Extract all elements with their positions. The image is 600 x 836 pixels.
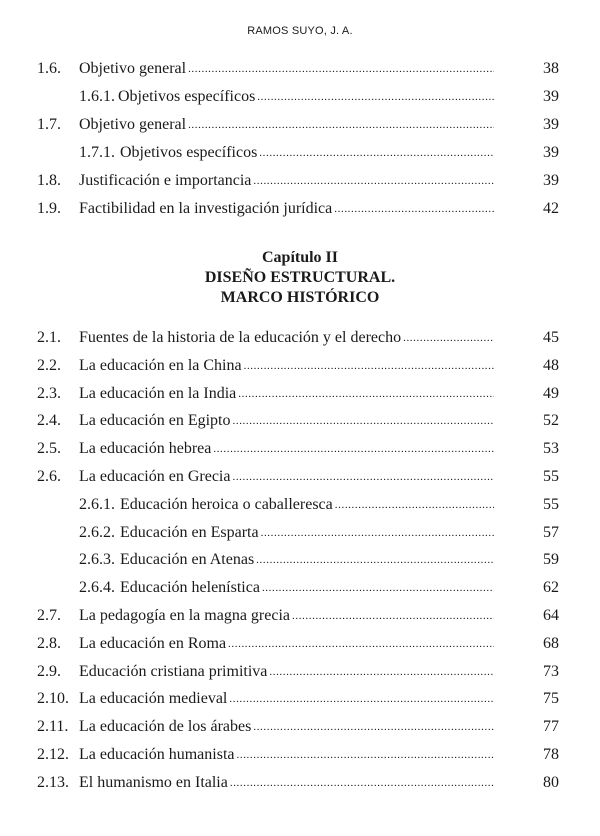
chapter-title-line-1: DISEÑO ESTRUCTURAL. xyxy=(204,269,396,286)
toc-entry[interactable] xyxy=(37,494,559,516)
entry-title: Fuentes de la historia de la educación y el derecho xyxy=(79,329,402,346)
entry-number: 2.6. xyxy=(37,468,61,485)
entry-title-leader xyxy=(79,198,494,220)
dot-leader xyxy=(230,772,494,794)
entry-title: La pedagogía en la magna grecia xyxy=(79,607,290,624)
entry-page-number: 73 xyxy=(543,662,559,680)
dot-leader xyxy=(233,410,495,432)
toc-entry[interactable] xyxy=(37,577,559,599)
toc-entry[interactable] xyxy=(37,466,559,488)
toc-entry[interactable] xyxy=(37,522,559,544)
entry-title-leader xyxy=(79,772,494,794)
entry-title-leader xyxy=(79,410,494,432)
toc-entry[interactable] xyxy=(37,438,559,460)
entry-page-number: 45 xyxy=(543,329,559,346)
entry-page-number: 39 xyxy=(543,88,559,105)
entry-title-leader xyxy=(120,522,494,544)
entry-title-leader xyxy=(79,170,494,192)
dot-leader xyxy=(256,549,494,571)
entry-title: La educación humanista xyxy=(79,746,235,763)
entry-page-number: 78 xyxy=(543,746,559,763)
entry-page-number: 77 xyxy=(543,718,559,736)
entry-title: La educación en Egipto xyxy=(79,412,231,430)
entry-number: 2.11. xyxy=(37,718,69,736)
entry-title-leader xyxy=(79,438,494,460)
entry-page-number: 80 xyxy=(543,773,559,791)
entry-title-leader xyxy=(79,716,494,738)
entry-number: 2.6.3. xyxy=(79,551,115,569)
dot-leader xyxy=(237,744,495,766)
entry-number: 1.7. xyxy=(37,116,61,133)
entry-title: Justificación e importancia xyxy=(79,172,252,189)
entry-title-leader xyxy=(120,494,494,516)
dot-leader xyxy=(228,633,494,655)
entry-title: Educación cristiana primitiva xyxy=(79,662,268,680)
entry-title-leader xyxy=(79,114,494,136)
chapter-title-line-2: MARCO HISTÓRICO xyxy=(220,289,380,306)
toc-entry[interactable] xyxy=(37,605,559,627)
entry-number: 2.6.1. xyxy=(79,495,115,513)
entry-title: El humanismo en Italia xyxy=(79,773,228,791)
entry-title: Objetivos específicos xyxy=(118,88,256,105)
entry-page-number: 55 xyxy=(543,495,559,513)
entry-title-leader xyxy=(118,86,494,108)
entry-title-leader xyxy=(120,549,494,571)
toc-entry[interactable] xyxy=(37,716,559,738)
entry-page-number: 75 xyxy=(543,690,559,708)
dot-leader xyxy=(403,327,494,349)
entry-page-number: 52 xyxy=(543,412,559,430)
toc-entry[interactable] xyxy=(37,86,559,108)
chapter-label: Capítulo II xyxy=(261,249,339,266)
entry-page-number: 64 xyxy=(543,607,559,624)
entry-number: 1.6.1. xyxy=(79,88,115,105)
toc-entry[interactable] xyxy=(37,633,559,655)
entry-title-leader xyxy=(79,383,494,405)
entry-number: 2.8. xyxy=(37,634,61,652)
entry-title-leader xyxy=(79,605,494,627)
entry-page-number: 68 xyxy=(543,634,559,652)
dot-leader xyxy=(213,438,494,460)
entry-page-number: 48 xyxy=(543,356,559,374)
entry-title-leader xyxy=(79,58,494,80)
entry-number: 2.2. xyxy=(37,356,61,374)
toc-entry[interactable] xyxy=(37,114,559,136)
entry-number: 2.13. xyxy=(37,773,69,791)
entry-title: La educación en Roma xyxy=(79,634,227,652)
entry-title-leader xyxy=(79,466,494,488)
entry-title: Educación helenística xyxy=(120,579,260,597)
entry-title-leader xyxy=(120,142,494,164)
entry-title-leader xyxy=(79,355,494,377)
entry-title-leader xyxy=(79,744,494,766)
dot-leader xyxy=(188,58,494,80)
entry-title: Educación heroica o caballeresca xyxy=(120,495,333,513)
dot-leader xyxy=(188,114,494,136)
entry-title: Educación en Esparta xyxy=(120,523,259,541)
dot-leader xyxy=(232,466,494,488)
entry-page-number: 57 xyxy=(543,523,559,541)
entry-title: Educación en Atenas xyxy=(120,551,255,569)
entry-title: La educación en la India xyxy=(79,384,237,402)
toc-entry[interactable] xyxy=(37,355,559,377)
entry-title-leader xyxy=(79,661,494,683)
entry-page-number: 39 xyxy=(543,172,559,189)
entry-page-number: 55 xyxy=(543,468,559,485)
entry-number: 1.7.1. xyxy=(79,144,115,161)
entry-number: 2.6.4. xyxy=(79,579,115,597)
dot-leader xyxy=(253,716,494,738)
entry-page-number: 53 xyxy=(543,440,559,458)
entry-title-leader xyxy=(79,688,494,710)
dot-leader xyxy=(269,661,494,683)
toc-entry[interactable] xyxy=(37,198,559,220)
entry-number: 2.12. xyxy=(37,746,69,763)
dot-leader xyxy=(335,494,494,516)
entry-title: La educación medieval xyxy=(79,690,228,708)
toc-entry[interactable] xyxy=(37,410,559,432)
entry-page-number: 42 xyxy=(543,200,559,217)
entry-number: 2.4. xyxy=(37,412,61,430)
entry-title-leader xyxy=(79,633,494,655)
entry-page-number: 39 xyxy=(543,116,559,133)
entry-title: La educación hebrea xyxy=(79,440,212,458)
toc-entry[interactable] xyxy=(37,772,559,794)
entry-number: 2.3. xyxy=(37,384,61,402)
running-header: RAMOS SUYO, J. A. xyxy=(247,25,353,37)
toc-entry[interactable] xyxy=(37,688,559,710)
entry-number: 2.6.2. xyxy=(79,523,115,541)
entry-page-number: 49 xyxy=(543,384,559,402)
toc-entry[interactable] xyxy=(37,58,559,80)
entry-title: Factibilidad en la investigación jurídica xyxy=(79,200,333,217)
entry-number: 2.10. xyxy=(37,690,69,708)
entry-number: 2.1. xyxy=(37,329,61,346)
entry-page-number: 39 xyxy=(543,144,559,161)
dot-leader xyxy=(229,688,494,710)
entry-title: La educación en la China xyxy=(79,356,242,374)
entry-title: La educación en Grecia xyxy=(79,468,231,485)
dot-leader xyxy=(238,383,494,405)
entry-page-number: 59 xyxy=(543,551,559,569)
entry-number: 1.9. xyxy=(37,200,61,217)
toc-entry[interactable] xyxy=(37,661,559,683)
toc-entry[interactable] xyxy=(37,744,559,766)
entry-page-number: 62 xyxy=(543,579,559,597)
entry-number: 2.9. xyxy=(37,662,61,680)
entry-title: Objetivo general xyxy=(79,60,187,77)
entry-title: Objetivos específicos xyxy=(120,144,258,161)
toc-entry[interactable] xyxy=(37,142,559,164)
dot-leader xyxy=(334,198,494,220)
entry-number: 2.7. xyxy=(37,607,61,624)
dot-leader xyxy=(259,142,494,164)
entry-page-number: 38 xyxy=(543,60,559,77)
toc-entry[interactable] xyxy=(37,549,559,571)
dot-leader xyxy=(253,170,494,192)
entry-number: 1.8. xyxy=(37,172,61,189)
entry-number: 1.6. xyxy=(37,60,61,77)
dot-leader xyxy=(292,605,494,627)
entry-title: Objetivo general xyxy=(79,116,187,133)
dot-leader xyxy=(257,86,494,108)
dot-leader xyxy=(261,522,494,544)
toc-entry[interactable] xyxy=(37,383,559,405)
entry-number: 2.5. xyxy=(37,440,61,458)
entry-title-leader xyxy=(79,327,494,349)
dot-leader xyxy=(244,355,494,377)
entry-title: La educación de los árabes xyxy=(79,718,252,736)
dot-leader xyxy=(262,577,494,599)
toc-entry[interactable] xyxy=(37,170,559,192)
entry-title-leader xyxy=(120,577,494,599)
toc-entry[interactable] xyxy=(37,327,559,349)
